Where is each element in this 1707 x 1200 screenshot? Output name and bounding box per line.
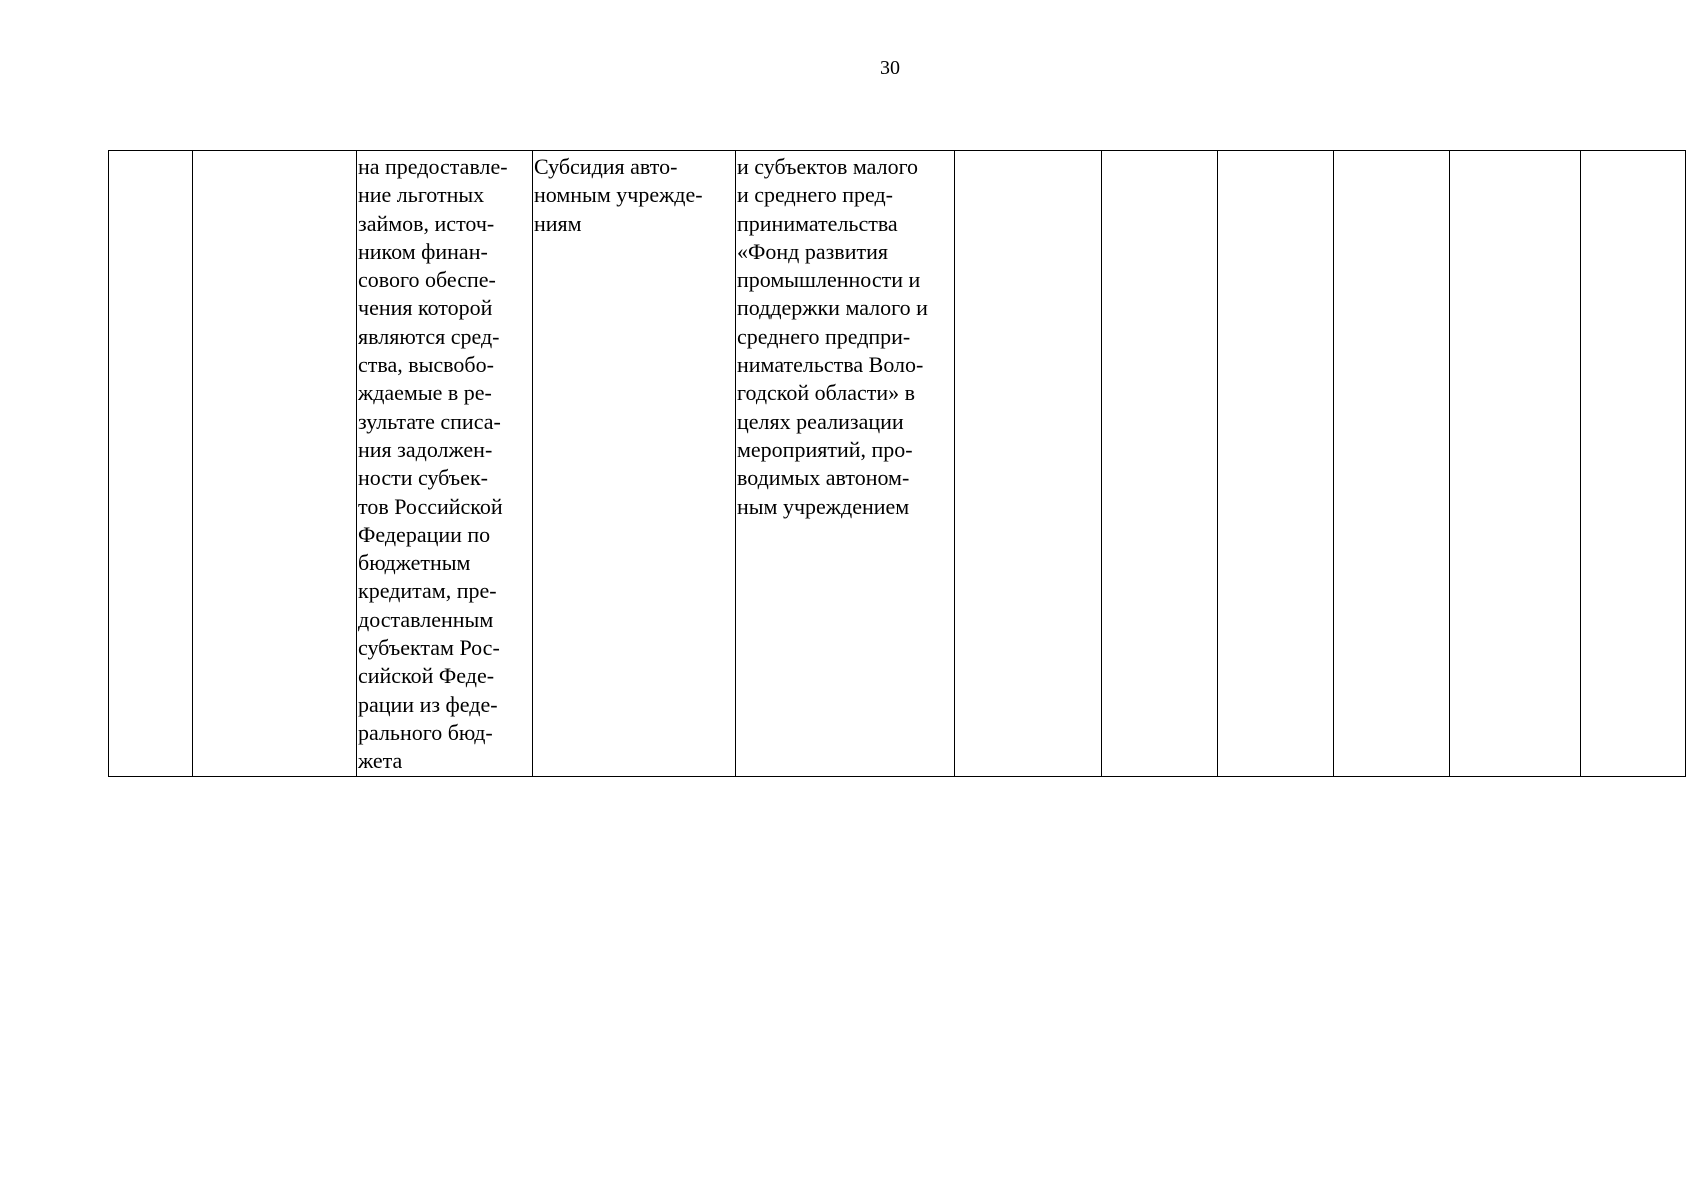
table-cell-9 [1334, 151, 1450, 777]
data-table [108, 150, 1686, 777]
table-cell-6 [955, 151, 1102, 777]
table-row [109, 151, 1686, 777]
table-cell-7 [1102, 151, 1218, 777]
table-cell-8 [1218, 151, 1334, 777]
page-number: 30 [880, 57, 900, 79]
table-cell-10 [1450, 151, 1581, 777]
table-cell-recipient: и субъектов малого и среднего пред- принимательства «Фонд развития промышленности и поддержки малого и среднего предпри- нимательства Воло- годской области» в целях реализации мероприятий, про- водимых автоном- ным учреждением [736, 151, 955, 777]
table-cell-purpose: на предоставле- ние льготных займов, источ- ником финан- сового обеспе- чения которой являются сред- ства, высвобо- ждаемые в ре- зультате списа- ния задолжен- ности субъек- тов Российской Федерации по бюджетным кредитам, пре- доставленным субъектам Рос- сийской Феде- рации из феде- рального бюд- жета [357, 151, 533, 777]
table-cell-11 [1581, 151, 1686, 777]
table-cell-subsidy-type: Субсидия авто- номным учрежде- ниям [533, 151, 736, 777]
table-cell-2 [193, 151, 357, 777]
table-cell-1 [109, 151, 193, 777]
